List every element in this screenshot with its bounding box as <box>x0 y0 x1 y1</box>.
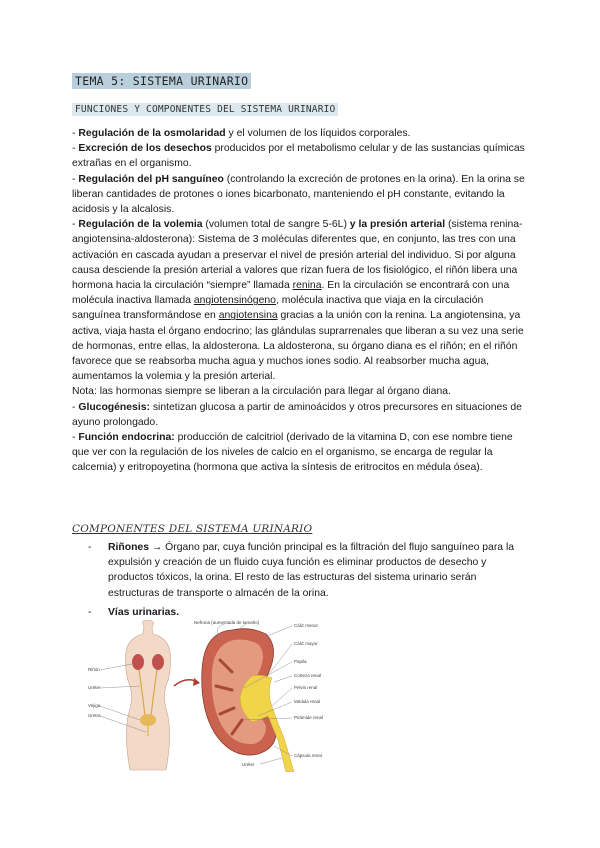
function-text: . En la circulación se encontrará con una molécula inactiva llamada <box>72 280 510 307</box>
function-item: - Excreción de los desechos producidos por el metabolismo celular y de las sustancias químicas extrañas en el organismo. <box>72 143 525 170</box>
kidney-section-illustration <box>202 624 294 772</box>
function-item: - Regulación de la osmolaridad y el volumen de los líquidos corporales. <box>72 128 411 139</box>
function-text: producidos por el metabolismo celular y de las sustancias químicas extrañas en el organismo. <box>72 143 525 170</box>
component-text: → Órgano par, cuya función principal es la filtración del flujo sanguíneo para la expulsión y creación de un fluido cuya función es eliminar productos de desecho y productos tóxicos, la orina. El resto de las estructuras del sistema urinario serán estructuras de transporte o almacén de la orina. <box>108 542 515 599</box>
title-block <box>72 72 251 90</box>
function-text: (volumen total de sangre 5-6L) <box>202 219 350 231</box>
underlined-term: angiotensinógeno <box>193 295 276 307</box>
function-text: sintetizan glucosa a partir de aminoácidos y otros precursores en situaciones de ayuno prolongado. <box>72 401 522 428</box>
right-kidney-icon <box>152 654 164 670</box>
body-illustration <box>88 620 171 770</box>
function-item: - Glucogénesis: sintetizan glucosa a partir de aminoácidos y otros precursores en situaciones de ayuno prolongado. <box>72 401 522 428</box>
section-heading: FUNCIONES Y COMPONENTES DEL SISTEMA URINARIO <box>72 103 338 116</box>
function-item: - Regulación del pH sanguíneo (controlando la excreción de protones en la orina). En la orina se liberan cantidades de protones o iones bicarbonato, manteniendo el pH constante, evitando la acidosis y la alcalosis. <box>72 173 525 216</box>
left-kidney-icon <box>132 654 144 670</box>
label-papila: Papila <box>294 659 307 664</box>
label-vejiga: Vejiga <box>88 703 101 708</box>
function-text: y el volumen de los líquidos corporales. <box>225 128 411 139</box>
function-text: (sistema renina-angiotensina-aldosterona): Sistema de 3 moléculas diferentes que, en conjunto, las tres con una activación en cascada ayudan a preservar el nivel de presión arterial del individuo. Si por alguna causa desciende la presión arterial a valores que rizan fuera de los fisiológico, el riñón libera una hormona hacia la circulación “siempre” llamada <box>72 219 523 292</box>
label-corteza-renal: Corteza renal <box>294 673 322 678</box>
function-term: y la presión arterial <box>349 219 446 231</box>
function-item: - Función endocrina: producción de calcitriol (derivado de la vitamina D, con ese nombre tiene que ver con la regulación de los niveles de calcio en el organismo, se encarga de regular la calcemia) y eritropoyetina (hormona que activa la síntesis de eritrocitos en médula ósea). <box>72 432 513 474</box>
label-piramide-renal: Pirámide renal <box>294 715 324 720</box>
page-title: TEMA 5: SISTEMA URINARIO <box>72 73 251 89</box>
components-heading: COMPONENTES DEL SISTEMA URINARIO <box>72 523 313 535</box>
label-ureter-kidney: Uréter <box>242 762 255 767</box>
function-term: Excreción de los desechos <box>78 143 212 155</box>
bladder-icon <box>140 714 156 726</box>
urinary-system-figure <box>82 620 382 772</box>
function-item: - Regulación de la volemia (volumen total de sangre 5-6L) y la presión arterial (sistema renina-angiotensina-aldosterona): Sistema de 3 moléculas diferentes que, en conjunto, las tres con una activación en cascada ayudan a preservar el nivel de presión arterial del individuo. Si por alguna causa desciende la presión arterial a valores que rizan fuera de los fisiológico, el riñón libera una hormona hacia la circulación “siempre” llamada renina. En la circulación se encontrará con una molécula inactiva llamada angiotensinógeno, molécula inactiva que viaja en la circulación sanguínea transformándose en angiotensina gracias a la unión con la renina. La angiotensina, ya activa, viaja hasta el órgano endocrino; las glándulas suprarrenales que liberan a su vez una serie de hormonas, entre ellas, la aldosterona. La aldosterona, su órgano diana es el riñón; en el riñón favorece que se reabsorba mucha agua y muchos iones sodio. Al reabsorber mucha agua, aumentamos la volemia y la presión arterial. <box>72 219 524 383</box>
components-heading-block <box>72 519 312 537</box>
component-term: Riñones <box>108 542 149 553</box>
component-term: Vías urinarias. <box>108 606 180 618</box>
function-text: producción de calcitriol (derivado de la vitamina D, con ese nombre tiene que ver con la regulación de los niveles de calcio en el organismo, se encarga de regular la calcemia) y eritropoyetina (hormona que activa la síntesis de eritrocitos en médula ósea). <box>72 432 513 474</box>
component-item <box>88 605 528 620</box>
label-caliz-mayor: Cáliz mayor <box>294 641 318 646</box>
label-pelvis-renal: Pelvis renal <box>294 685 318 690</box>
components-list <box>88 540 528 624</box>
list-dash: - <box>88 606 92 618</box>
function-term: Regulación de la volemia <box>78 219 203 231</box>
underlined-term: angiotensina <box>218 310 278 322</box>
function-text: , molécula inactiva que viaja en la circulación sanguínea transformándose en <box>72 295 484 322</box>
label-caliz-menor: Cáliz menor <box>294 623 319 628</box>
label-capsula-renal: Cápsula renal <box>294 753 322 758</box>
function-term: Glucogénesis: <box>78 401 150 413</box>
function-text: gracias a la unión con la renina. La angiotensina, ya activa, viaja hasta el órgano endocrino; las glándulas suprarrenales que liberan a su vez una serie de hormonas, entre ellas, la aldosterona. La aldosterona, su órgano diana es el riñón; en el riñón favorece que se reabsorba mucha agua y muchos iones sodio. Al reabsorber mucha agua, aumentamos la volemia y la presión arterial. <box>72 310 524 383</box>
function-text: (controlando la excreción de protones en la orina). En la orina se liberan cantidades de protones o iones bicarbonato, manteniendo el pH constante, evitando la acidosis y la alcalosis. <box>72 173 525 216</box>
label-nefrona: Nefrona (aumentada de tamaño) <box>194 620 260 625</box>
underlined-term: renina <box>292 280 322 292</box>
label-rinon: Riñón <box>88 667 100 672</box>
functions-list <box>72 126 528 476</box>
list-dash: - <box>88 542 92 553</box>
label-medula-renal: Médula renal <box>294 699 321 704</box>
label-ureter: Uréter <box>88 685 101 690</box>
function-term: Función endocrina: <box>78 432 175 444</box>
label-uretra: Uretra <box>88 713 101 718</box>
subtitle-block <box>72 99 338 117</box>
component-item <box>88 540 528 601</box>
note: Nota: las hormonas siempre se liberan a la circulación para llegar al órgano diana. <box>72 386 451 398</box>
function-term: Regulación del pH sanguíneo <box>78 173 224 185</box>
function-term: Regulación de la osmolaridad <box>78 128 226 139</box>
